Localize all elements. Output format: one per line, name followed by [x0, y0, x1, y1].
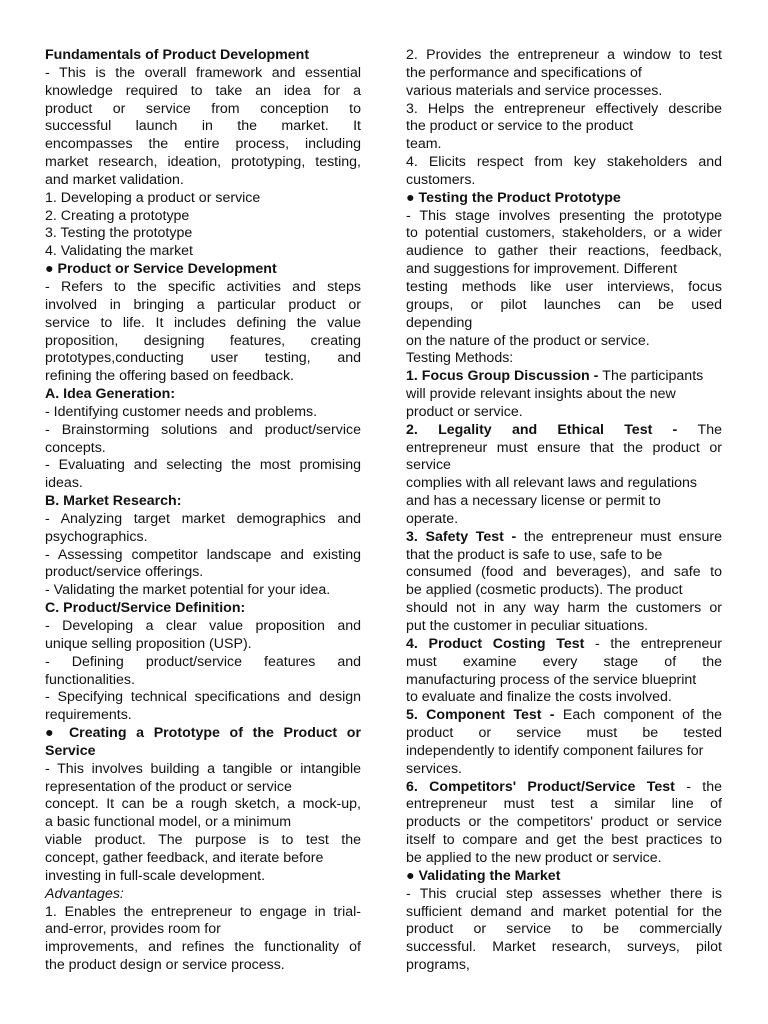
text-run: manufacturing process of the service blueprint — [406, 671, 697, 688]
text-run: - This stage involves presenting the prototype — [406, 207, 722, 224]
text-run: a basic functional model, or a minimum — [45, 814, 292, 831]
text-line — [406, 832, 722, 850]
bold-text: ● Testing the Product Prototype — [406, 189, 621, 206]
text-run: - Refers to the specific activities and steps — [45, 278, 361, 295]
text-line — [45, 814, 361, 832]
text-line — [406, 65, 722, 83]
text-line — [45, 921, 361, 939]
text-run: - Validating the market potential for your idea. — [45, 582, 331, 599]
bold-text: 4. Product Costing Test — [406, 635, 585, 652]
text-run: improvements, and refines the functionality of — [45, 939, 361, 956]
text-line — [45, 796, 361, 814]
text-run: encompasses the entire process, including — [45, 136, 361, 153]
text-line — [45, 904, 361, 922]
text-run: 3. Helps the entrepreneur effectively describe — [406, 100, 722, 117]
bold-text: Fundamentals of Product Development — [45, 47, 310, 63]
text-line — [45, 243, 361, 261]
text-run: service — [406, 457, 451, 474]
text-run: knowledge required to take an idea for a — [45, 82, 361, 99]
text-line — [406, 654, 722, 672]
text-line — [406, 457, 722, 475]
text-line — [45, 261, 361, 279]
text-run: - Brainstorming solutions and product/service — [45, 421, 361, 438]
text-line — [406, 404, 722, 422]
text-run: and market validation. — [45, 171, 184, 188]
bold-text: ● Product or Service Development — [45, 261, 277, 278]
text-line — [45, 440, 361, 458]
text-line — [406, 118, 722, 136]
text-run: put the customer in peculiar situations. — [406, 618, 649, 634]
text-run: complies with all relevant laws and regulations — [406, 475, 697, 492]
text-line — [45, 564, 361, 582]
text-line — [45, 154, 361, 172]
bold-text: Service — [45, 742, 96, 759]
text-line — [406, 689, 722, 707]
text-run: 1. Enables the entrepreneur to engage in trial- — [45, 903, 361, 920]
text-run: 4. Elicits respect from key stakeholders and — [406, 154, 722, 171]
text-line — [45, 868, 361, 886]
text-run: on the nature of the product or service. — [406, 332, 650, 349]
text-run: and suggestions for improvement. Different — [406, 261, 678, 278]
text-run: ideas. — [45, 475, 83, 492]
bold-text: 3. Safety Test - — [406, 528, 524, 545]
text-line — [406, 636, 722, 654]
text-line — [406, 315, 722, 333]
bold-text: ● Validating the Market — [406, 867, 561, 884]
text-line — [406, 350, 722, 368]
text-run: - Developing a clear value proposition and — [45, 618, 361, 634]
text-line — [45, 493, 361, 511]
text-line — [406, 136, 722, 154]
text-line — [406, 564, 722, 582]
text-run: and-error, provides room for — [45, 921, 221, 938]
text-line — [45, 475, 361, 493]
text-line — [45, 850, 361, 868]
text-run: 1. Developing a product or service — [45, 189, 261, 206]
text-line — [45, 939, 361, 957]
text-run: should not in any way harm the customers or — [406, 600, 722, 617]
text-run: - the entrepreneur — [584, 635, 722, 652]
text-run: 2. Provides the entrepreneur a window to test — [406, 47, 722, 63]
text-run: successful launch in the market. It — [45, 118, 361, 135]
text-run: functionalities. — [45, 671, 135, 688]
right-text-column — [406, 47, 722, 975]
text-run: consumed (food and beverages), and safe to — [406, 564, 722, 581]
text-run: market research, ideation, prototyping, testing, — [45, 154, 361, 171]
text-run: - Evaluating and selecting the most promising — [45, 457, 361, 474]
text-line — [45, 386, 361, 404]
text-line — [406, 475, 722, 493]
text-line — [45, 333, 361, 351]
text-line — [45, 172, 361, 190]
text-line — [406, 796, 722, 814]
text-run: involved in bringing a particular product or — [45, 296, 361, 313]
text-run: the product design or service process. — [45, 957, 285, 974]
text-line — [406, 868, 722, 886]
text-run: be applied to the new product or service. — [406, 849, 662, 866]
text-line — [406, 243, 722, 261]
text-run: that the product is safe to use, safe to be — [406, 546, 663, 563]
text-line — [406, 814, 722, 832]
text-line — [45, 725, 361, 743]
text-run: service to life. It includes defining the value — [45, 314, 361, 331]
text-line — [45, 761, 361, 779]
text-run: the entrepreneur must ensure — [523, 528, 722, 545]
text-run: viable product. The purpose is to test the — [45, 832, 361, 849]
text-run: psychographics. — [45, 528, 148, 545]
text-run: proposition, designing features, creating — [45, 332, 361, 349]
bold-text: 2. Legality and Ethical Test - — [406, 421, 698, 438]
text-line — [45, 689, 361, 707]
text-run: - This involves building a tangible or intangible — [45, 760, 361, 777]
left-text-column — [45, 47, 361, 975]
text-run: team. — [406, 136, 442, 153]
text-line — [406, 921, 722, 939]
text-line — [45, 511, 361, 529]
text-line — [406, 83, 722, 101]
text-line — [45, 779, 361, 797]
text-run: 4. Validating the market — [45, 243, 193, 260]
text-line — [45, 118, 361, 136]
text-line — [406, 225, 722, 243]
text-run: The participants — [602, 368, 704, 385]
text-line — [406, 261, 722, 279]
text-run: concepts. — [45, 439, 106, 456]
text-run: refining the offering based on feedback. — [45, 368, 294, 385]
text-line — [45, 279, 361, 297]
text-run: depending — [406, 314, 473, 331]
text-line — [45, 600, 361, 618]
text-line — [406, 939, 722, 957]
text-run: - the — [674, 778, 722, 795]
text-line — [406, 582, 722, 600]
text-run: - Assessing competitor landscape and existing — [45, 546, 361, 563]
text-line — [406, 743, 722, 761]
text-line — [406, 208, 722, 226]
text-run: products or the competitors' product or service — [406, 814, 722, 831]
text-run: unique selling proposition (USP). — [45, 635, 252, 652]
text-run: customers. — [406, 171, 476, 188]
text-run: prototypes,conducting user testing, and — [45, 350, 361, 367]
bold-text: 6. Competitors' Product/Service Test — [406, 778, 675, 795]
text-run: - Specifying technical specifications and design — [45, 689, 361, 706]
text-line — [45, 707, 361, 725]
text-line — [45, 350, 361, 368]
text-run: product/service offerings. — [45, 564, 204, 581]
text-run: product or service. — [406, 403, 523, 420]
text-run: product or service must be tested — [406, 725, 722, 742]
text-line — [406, 618, 722, 636]
text-line — [45, 547, 361, 565]
text-line — [406, 672, 722, 690]
text-run: - Defining product/service features and — [45, 653, 361, 670]
text-run: testing methods like user interviews, focus — [406, 278, 722, 295]
text-line — [406, 333, 722, 351]
text-line — [406, 886, 722, 904]
text-line — [45, 832, 361, 850]
text-run: itself to compare and get the best practices to — [406, 832, 722, 849]
text-run: - This crucial step assesses whether there is — [406, 885, 722, 902]
text-line — [45, 886, 361, 904]
text-run: Testing Methods: — [406, 350, 514, 367]
text-run: independently to identify component failures for — [406, 742, 704, 759]
text-run: be applied (cosmetic products). The product — [406, 582, 683, 599]
text-line — [406, 600, 722, 618]
text-run: to potential customers, stakeholders, or a wider — [406, 225, 722, 242]
text-run: the performance and specifications of — [406, 64, 642, 81]
text-run: programs, — [406, 957, 470, 974]
text-line — [45, 654, 361, 672]
text-line — [45, 457, 361, 475]
text-run: - Analyzing target market demographics and — [45, 510, 361, 527]
text-line — [406, 511, 722, 529]
bold-text: C. Product/Service Definition: — [45, 600, 246, 617]
text-line — [406, 190, 722, 208]
text-line — [406, 957, 722, 975]
text-run: services. — [406, 760, 462, 777]
text-line — [45, 190, 361, 208]
bold-text: A. Idea Generation: — [45, 386, 176, 403]
text-line — [406, 725, 722, 743]
text-line — [45, 618, 361, 636]
text-run: requirements. — [45, 707, 132, 724]
text-run: entrepreneur must ensure that the product or — [406, 439, 722, 456]
text-line — [45, 315, 361, 333]
text-run: will provide relevant insights about the new — [406, 386, 676, 403]
text-line — [45, 101, 361, 119]
text-line — [406, 47, 722, 65]
text-run: - Identifying customer needs and problems. — [45, 403, 318, 420]
text-line — [45, 422, 361, 440]
text-line — [45, 297, 361, 315]
text-run: concept. It can be a rough sketch, a mock-up, — [45, 796, 361, 813]
text-run: product or service from conception to — [45, 100, 361, 117]
text-run: audience to gather their reactions, feedback, — [406, 243, 722, 260]
text-run: The — [697, 421, 722, 438]
text-run: must examine every stage of the — [406, 653, 722, 670]
text-run: the product or service to the product — [406, 118, 634, 135]
text-line — [45, 743, 361, 761]
text-line — [406, 297, 722, 315]
text-run: groups, or pilot launches can be used — [406, 296, 722, 313]
text-line — [406, 368, 722, 386]
text-run: sufficient demand and market potential for the — [406, 903, 722, 920]
text-line — [406, 779, 722, 797]
text-run: and has a necessary license or permit to — [406, 493, 661, 510]
text-line — [45, 47, 361, 65]
bold-text: B. Market Research: — [45, 493, 182, 510]
text-run: 2. Creating a prototype — [45, 207, 190, 224]
text-line — [406, 529, 722, 547]
text-line — [45, 672, 361, 690]
text-line — [406, 279, 722, 297]
text-line — [406, 386, 722, 404]
text-run: representation of the product or service — [45, 778, 292, 795]
text-line — [45, 225, 361, 243]
text-line — [45, 957, 361, 975]
text-line — [45, 368, 361, 386]
text-line — [45, 582, 361, 600]
text-run: entrepreneur must test a similar line of — [406, 796, 722, 813]
text-line — [406, 850, 722, 868]
text-run: Each component of the — [562, 707, 722, 724]
text-line — [406, 707, 722, 725]
text-line — [406, 172, 722, 190]
bold-text: 5. Component Test - — [406, 707, 563, 724]
text-run: operate. — [406, 510, 459, 527]
text-line — [406, 101, 722, 119]
text-line — [406, 904, 722, 922]
text-line — [45, 83, 361, 101]
text-run: 3. Testing the prototype — [45, 225, 193, 242]
bold-text: ● Creating a Prototype of the Product or — [45, 725, 361, 742]
text-run: various materials and service processes. — [406, 82, 663, 99]
text-line — [406, 154, 722, 172]
text-run: - This is the overall framework and essential — [45, 64, 361, 81]
text-line — [406, 422, 722, 440]
text-line — [45, 136, 361, 154]
text-run: concept, gather feedback, and iterate before — [45, 849, 324, 866]
text-line — [406, 440, 722, 458]
bold-text: 1. Focus Group Discussion - — [406, 368, 603, 385]
text-line — [45, 636, 361, 654]
text-run: to evaluate and finalize the costs involved. — [406, 689, 672, 706]
text-line — [45, 208, 361, 226]
text-run: product or service to be commercially — [406, 921, 722, 938]
italic-text: Advantages: — [45, 885, 124, 902]
text-line — [406, 547, 722, 565]
text-line — [406, 761, 722, 779]
text-line — [406, 493, 722, 511]
text-line — [45, 65, 361, 83]
text-run: investing in full-scale development. — [45, 867, 266, 884]
text-line — [45, 404, 361, 422]
text-line — [45, 529, 361, 547]
text-run: successful. Market research, surveys, pilot — [406, 939, 722, 956]
